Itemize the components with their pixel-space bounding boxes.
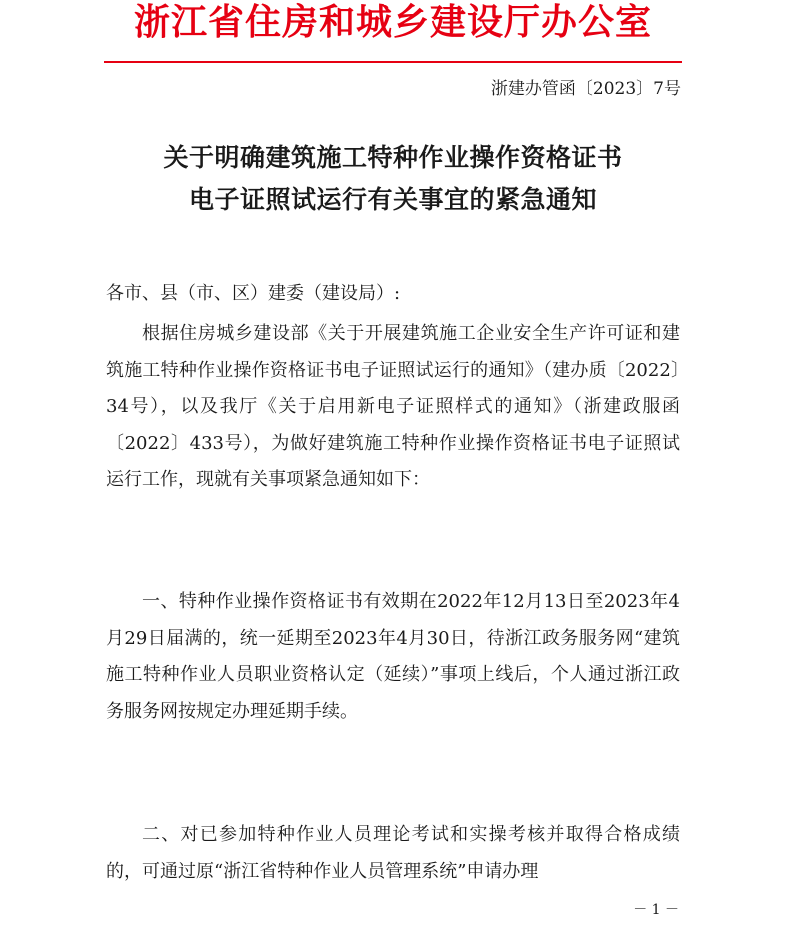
document-title-line-2: 电子证照试运行有关事宜的紧急通知 [188, 185, 597, 214]
body-paragraph-item-1: 一、特种作业操作资格证书有效期在2022年12月13日至2023年4月29日届满的，统一延期至2023年4月30日，待浙江政务服务网“建筑施工特种作业人员职业资格认定（延续）”事项上线后，个人通过浙江政务服务网按规定办理延期手续。 [106, 591, 680, 722]
header-red-rule [104, 61, 682, 63]
body-paragraph-intro: 根据住房城乡建设部《关于开展建筑施工企业安全生产许可证和建筑施工特种作业操作资格证书电子证照试运行的通知》（建办质〔2022〕34号），以及我厅《关于启用新电子证照样式的通知》（浙建政服函〔2022〕433号），为做好建筑施工特种作业操作资格证书电子证照试运行工作，现就有关事项紧急通知如下： [106, 323, 680, 491]
document-number: 浙建办管函〔2023〕7号 [490, 79, 681, 99]
issuing-office-header: 浙江省住房和城乡建设厅办公室 [133, 1, 652, 43]
body-paragraph-item-2: 二、对已参加特种作业人员理论考试和实操考核并取得合格成绩的，可通过原“浙江省特种作业人员管理系统”申请办理 [106, 824, 680, 882]
salutation: 各市、县（市、区）建委（建设局）: [106, 283, 401, 304]
document-title-line-1: 关于明确建筑施工特种作业操作资格证书 [163, 143, 623, 172]
page-number: － 1 － [633, 902, 679, 918]
